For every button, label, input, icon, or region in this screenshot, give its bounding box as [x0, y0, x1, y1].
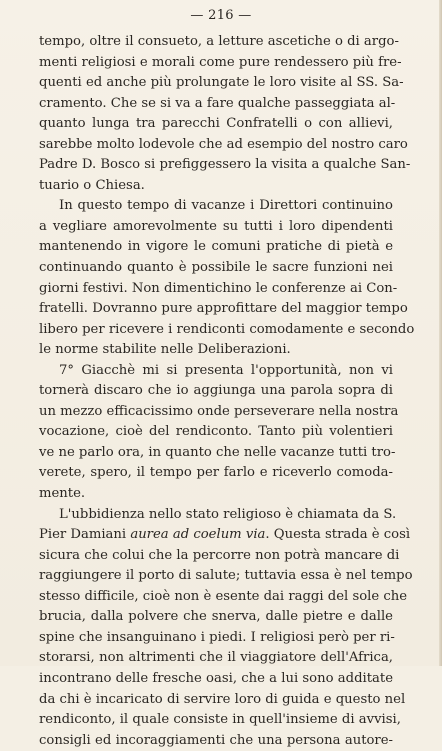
text-line: brucia, dalla polvere che snerva, dalle pietre e dalle — [39, 609, 393, 625]
text-line: le norme stabilite nelle Deliberazioni. — [39, 342, 291, 358]
text-line: quenti ed anche più prolungate le loro visite al SS. Sa- — [39, 75, 404, 91]
text-line: raggiungere il porto di salute; tuttavia essa è nel tempo — [39, 568, 413, 584]
text-line: a vegliare amorevolmente su tutti i loro dipendenti — [39, 218, 393, 234]
text-line: mente. — [39, 486, 86, 502]
text-line: ve ne parlo ora, in quanto che nelle vacanze tutti tro- — [39, 444, 396, 460]
text-line: tempo, oltre il consueto, a letture ascetiche o di argo- — [39, 34, 399, 49]
text-line-with-quote — [39, 525, 411, 546]
paragraph-2 — [39, 196, 415, 360]
text-line: fratelli. Dovranno pure approfittare del maggior tempo — [39, 301, 408, 317]
text-line: L'ubbidienza nello stato religioso è chiamata da S. — [59, 506, 397, 522]
page-number: — 216 — — [190, 8, 252, 23]
paragraph-4 — [39, 505, 413, 751]
text-line: cramento. Che se si va a fare qualche passeggiata al- — [39, 95, 396, 111]
body-text — [39, 32, 415, 751]
text-line: un mezzo efficacissimo onde perseverare nella nostra — [39, 403, 399, 419]
text-line: sicura che colui che la percorre non potrà mancare di — [39, 547, 400, 563]
latin-quote: aurea ad coelum via — [130, 527, 266, 543]
text-line: rendiconto, il quale consiste in quell'insieme di avvisi, — [39, 712, 401, 728]
text-line: storarsi, non altrimenti che il viaggiatore dell'Africa, — [39, 650, 393, 666]
text-segment: Pier Damiani — [39, 527, 127, 543]
text-line: stesso difficile, cioè non è esente dai raggi del sole che — [39, 588, 408, 604]
text-line: tornerà discaro che io aggiunga una parola sopra di — [39, 383, 393, 399]
paragraph-3 — [39, 361, 399, 505]
text-line: da chi è incaricato di servire loro di guida e questo nel — [39, 691, 406, 707]
text-line: menti religiosi e morali come pure rendessero più fre- — [39, 54, 402, 70]
text-line: Padre D. Bosco si prefiggessero la visita a qualche San- — [39, 157, 411, 173]
text-line: giorni festivi. Non dimentichino le conferenze ai Con- — [39, 280, 398, 296]
text-line: vocazione, cioè del rendiconto. Tanto più volentieri — [39, 424, 393, 440]
text-line: verete, spero, il tempo per farlo e riceverlo comoda- — [39, 465, 393, 481]
text-segment: . Questa strada è così — [265, 527, 411, 543]
paragraph-1 — [39, 32, 411, 196]
text-line: mantenendo in vigore le comuni pratiche di pietà e — [39, 239, 393, 255]
text-line: consigli ed incoraggiamenti che una persona autore- — [39, 732, 393, 748]
text-line: sarebbe molto lodevole che ad esempio del nostro caro — [39, 136, 408, 152]
text-line: incontrano delle fresche oasi, che a lui sono additate — [39, 670, 393, 686]
text-line: In questo tempo di vacanze i Direttori continuino — [59, 198, 393, 214]
text-line: spine che insanguinano i piedi. I religiosi però per ri- — [39, 629, 395, 645]
text-line: libero per ricevere i rendiconti comodamente e secondo — [39, 321, 415, 337]
text-line: continuando quanto è possibile le sacre funzioni nei — [39, 260, 393, 276]
text-line: 7° Giacchè mi si presenta l'opportunità, non vi — [59, 362, 393, 378]
text-line: quanto lunga tra parecchi Confratelli o con allievi, — [39, 116, 393, 132]
text-line: tuario o Chiesa. — [39, 177, 145, 193]
